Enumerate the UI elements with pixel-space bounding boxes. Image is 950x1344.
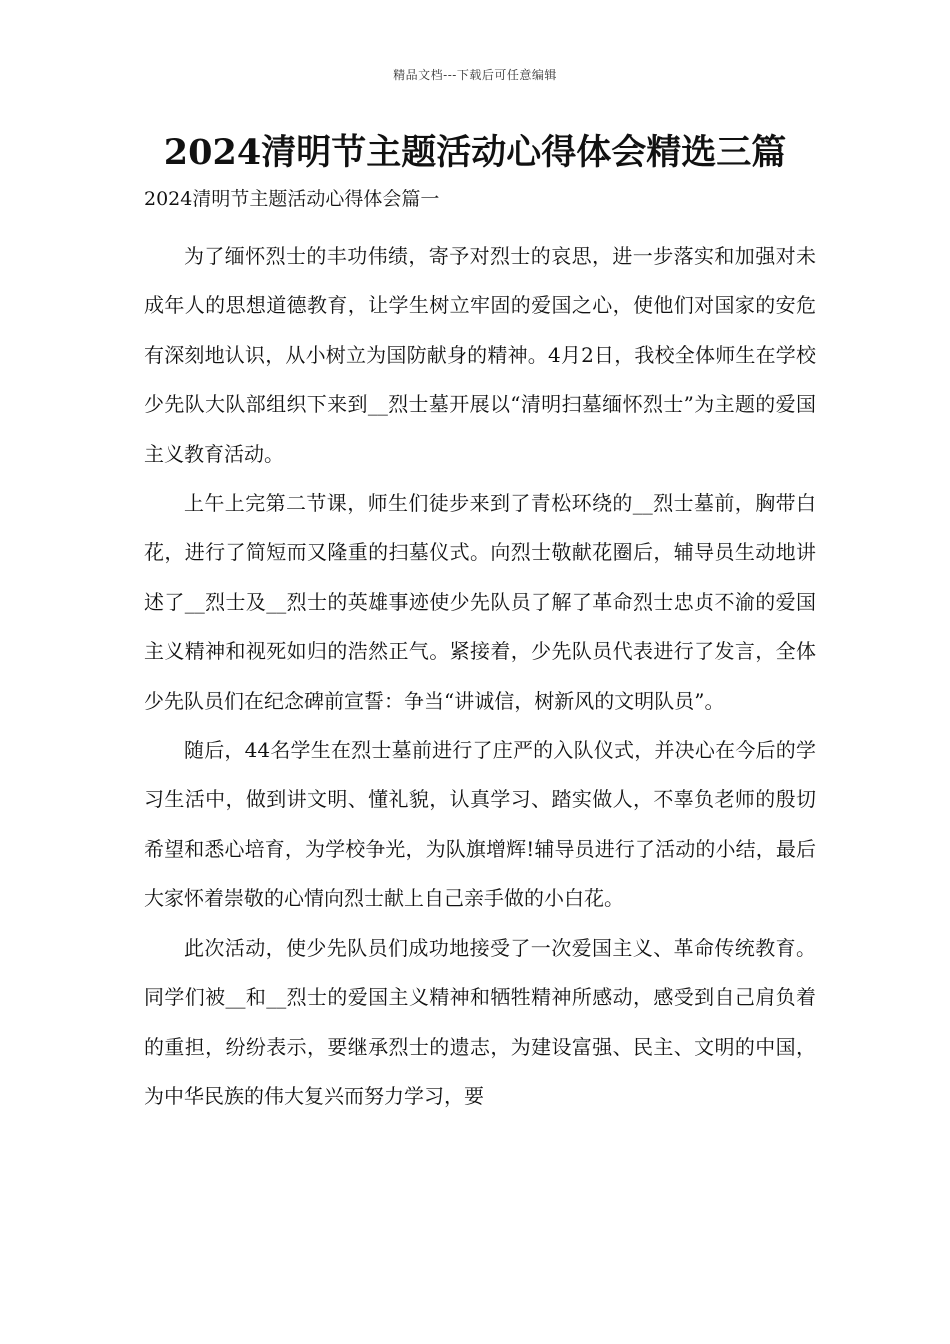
document-title: 2024清明节主题活动心得体会精选三篇 — [163, 132, 787, 173]
header-note: 精品文档---下载后可任意编辑 — [393, 68, 557, 82]
paragraph-4: 此次活动，使少先队员们成功地接受了一次爱国主义、革命传统教育。同学们被__和__烈士的爱国主义精神和牺牲精神所感动，感受到自己肩负着的重担，纷纷表示，要继承烈士的遗志，为建设富强、民主、文明的中国，为中华民族的伟大复兴而努力学习，要 — [144, 935, 816, 1108]
paragraph-3: 随后，44名学生在烈士墓前进行了庄严的入队仪式，并决心在今后的学习生活中，做到讲文明、懂礼貌，认真学习、踏实做人，不辜负老师的殷切希望和悉心培育，为学校争光，为队旗增辉!辅导员进行了活动的小结，最后大家怀着崇敬的心情向烈士献上自己亲手做的小白花。 — [144, 738, 816, 911]
section-heading: 2024清明节主题活动心得体会篇一 — [144, 188, 440, 210]
paragraph-2: 上午上完第二节课，师生们徒步来到了青松环绕的__烈士墓前，胸带白花，进行了简短而又隆重的扫墓仪式。向烈士敬献花圈后，辅导员生动地讲述了__烈士及__烈士的英雄事迹使少先队员了解了革命烈士忠贞不渝的爱国主义精神和视死如归的浩然正气。紧接着，少先队员代表进行了发言，全体少先队员们在纪念碑前宣誓：争当“讲诚信，树新风的文明队员”。 — [144, 491, 816, 713]
document-body — [144, 232, 816, 1121]
paragraph-1: 为了缅怀烈士的丰功伟绩，寄予对烈士的哀思，进一步落实和加强对未成年人的思想道德教育，让学生树立牢固的爱国之心，使他们对国家的安危有深刻地认识，从小树立为国防献身的精神。4月2日，我校全体师生在学校少先队大队部组织下来到__烈士墓开展以“清明扫墓缅怀烈士”为主题的爱国主义教育活动。 — [144, 244, 816, 466]
